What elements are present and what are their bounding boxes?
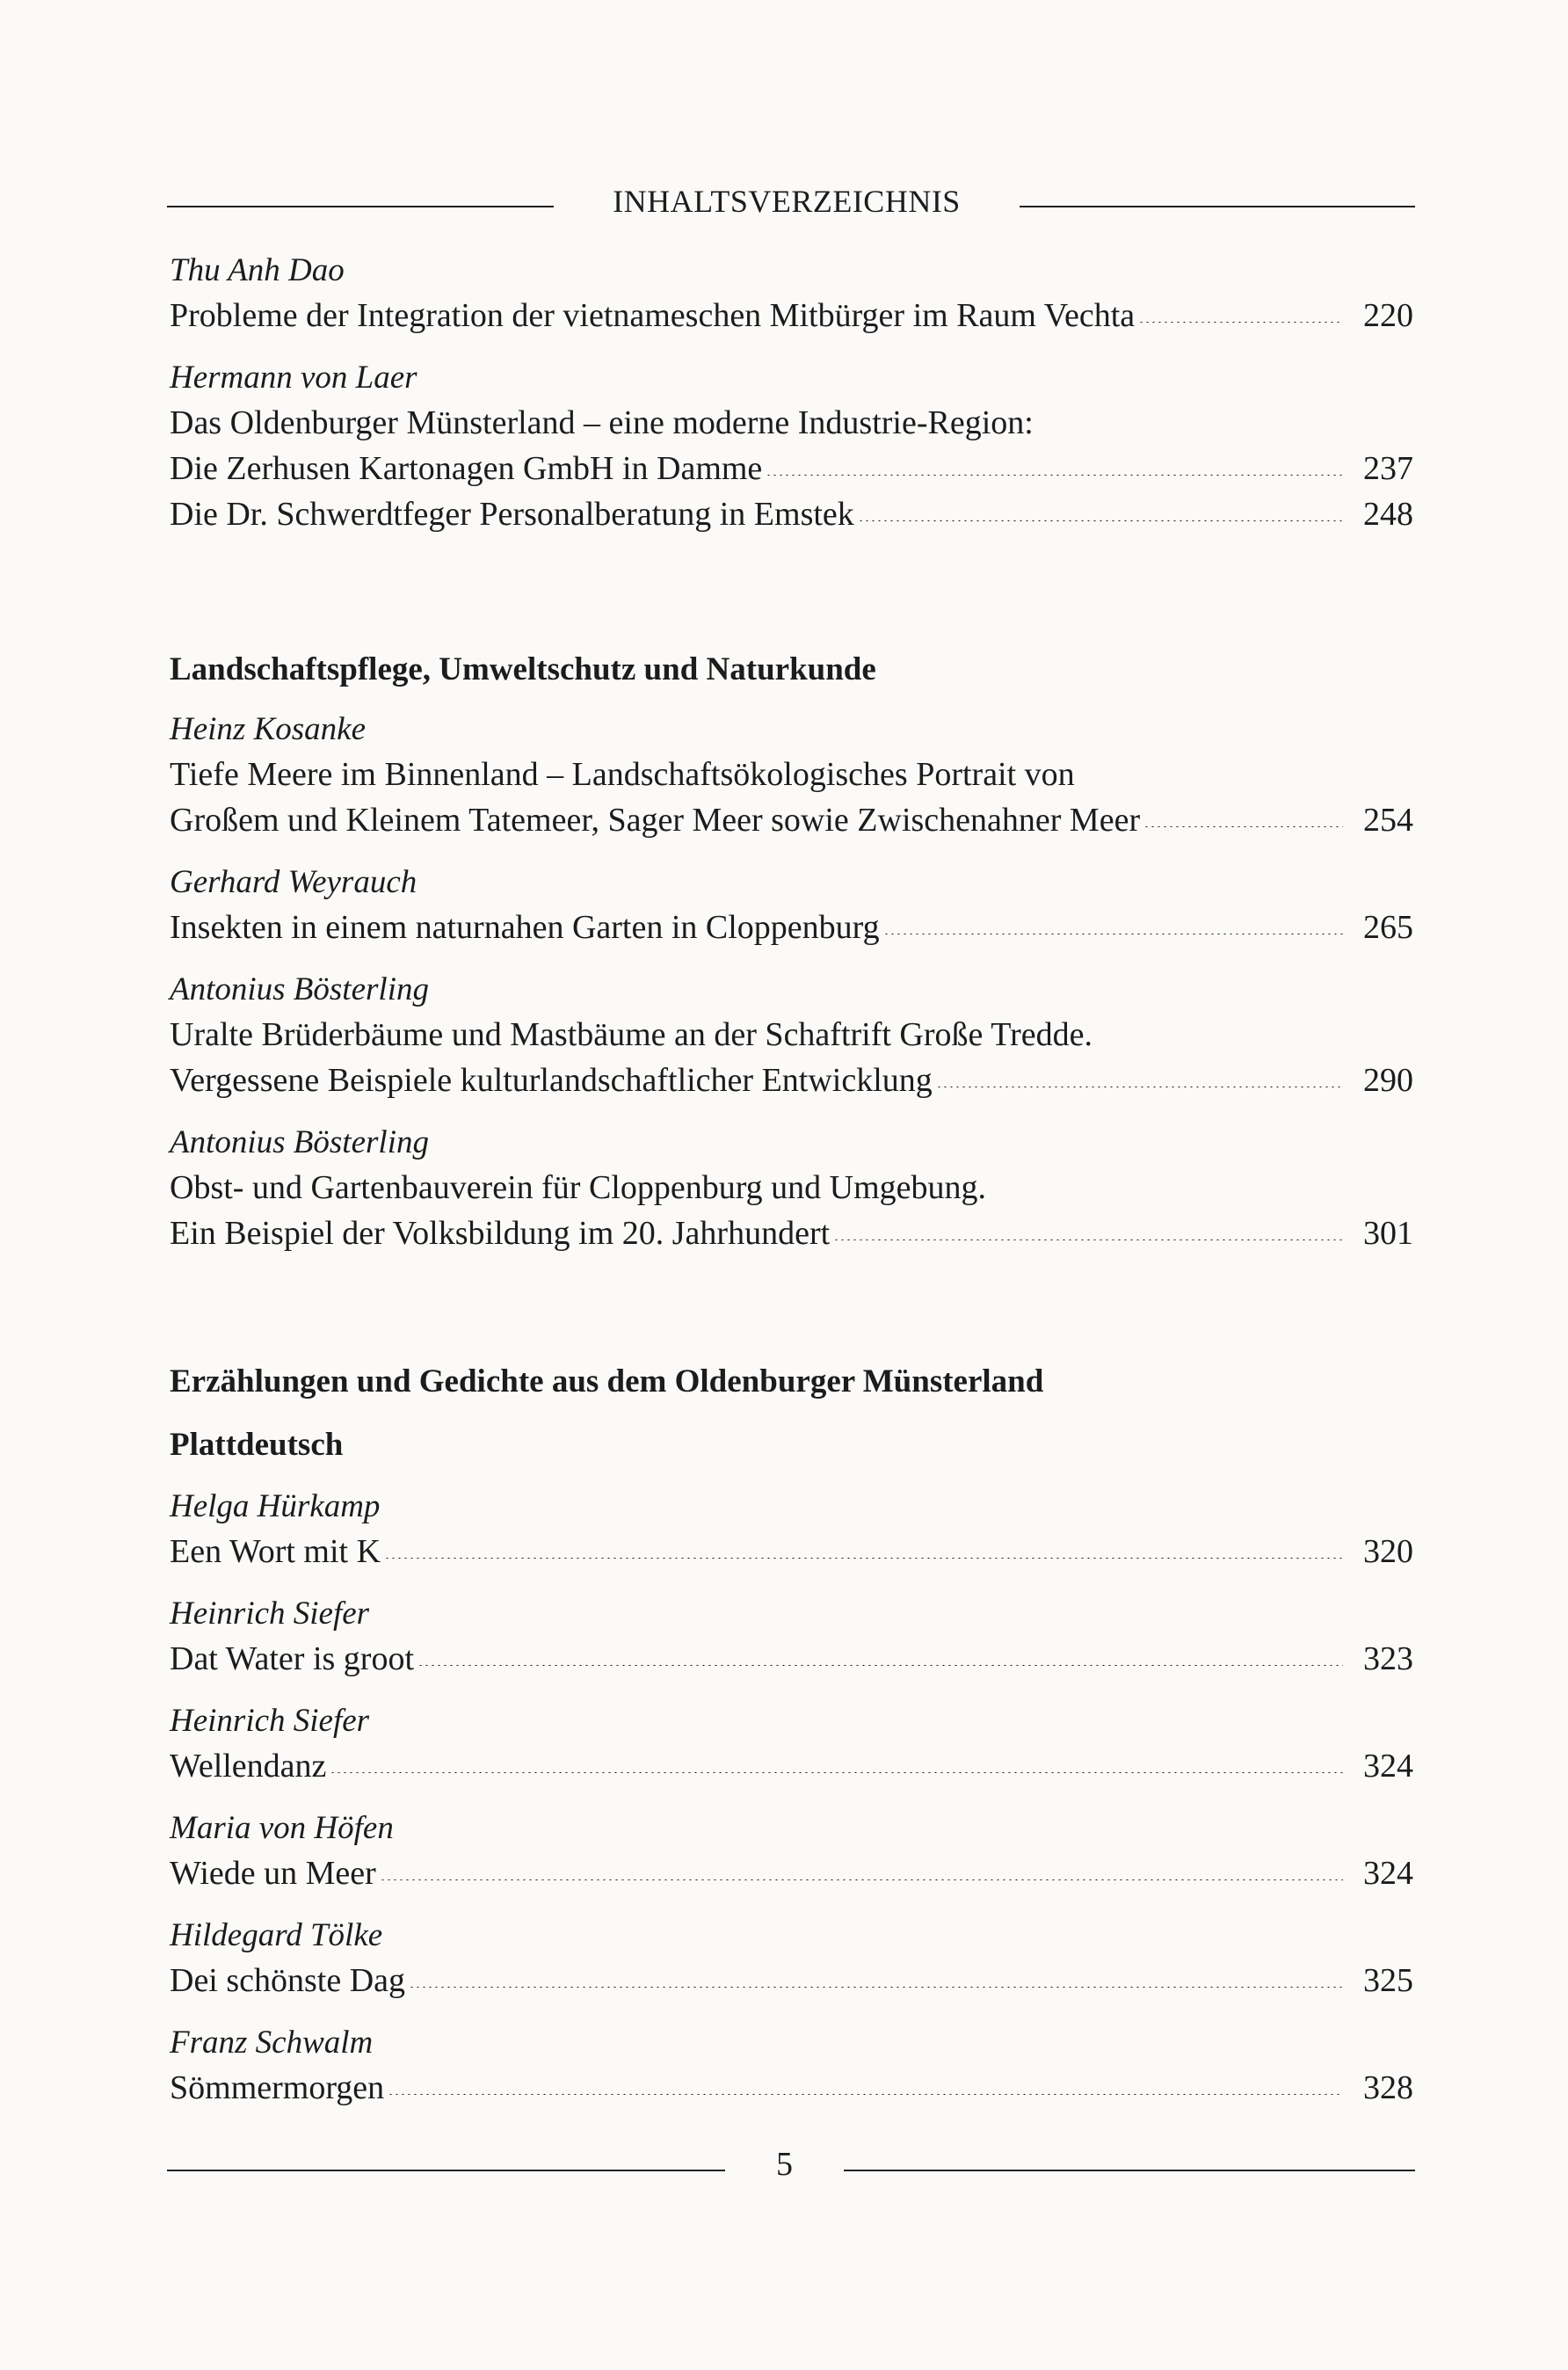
entry-author: Heinrich Siefer (170, 1703, 370, 1739)
header-rule-left (167, 206, 554, 207)
entry-title: Die Zerhusen Kartonagen GmbH in Damme (170, 450, 763, 487)
entry-title: Wiede un Meer (170, 1855, 376, 1892)
entry-author: Antonius Bösterling (170, 971, 429, 1007)
entry-page-number: 248 (1363, 496, 1413, 533)
entry-author: Antonius Bösterling (170, 1124, 429, 1160)
entry-title-line (170, 491, 1413, 537)
entry-author: Helga Hürkamp (170, 1488, 381, 1524)
entry-author: Hermann von Laer (170, 360, 417, 396)
entry-page-number: 254 (1363, 802, 1413, 839)
entry-title: Obst- und Gartenbauverein für Cloppenburg und Umgebung. (170, 1169, 987, 1206)
entry-title-line (170, 1636, 1413, 1682)
header-rule-right (1020, 206, 1415, 207)
toc-entry (170, 1592, 1413, 1682)
entry-title: Ein Beispiel der Volksbildung im 20. Jahrhundert (170, 1215, 831, 1252)
leader-dots (388, 2093, 1343, 2095)
entry-author: Heinrich Siefer (170, 1596, 370, 1632)
page-number: 5 (776, 2146, 793, 2183)
toc-entry (170, 708, 1413, 843)
entry-title: Großem und Kleinem Tatemeer, Sager Meer sowie Zwischenahner Meer (170, 802, 1141, 839)
entry-page-number: 301 (1363, 1215, 1413, 1252)
entry-page-number: 237 (1363, 450, 1413, 487)
entry-title: Insekten in einem naturnahen Garten in Cloppenburg (170, 909, 880, 946)
entry-title: Een Wort mit K (170, 1533, 381, 1570)
entry-title: Das Oldenburger Münsterland – eine moderne Industrie-Region: (170, 404, 1034, 441)
leader-dots (1143, 825, 1343, 827)
entry-page-number: 323 (1363, 1640, 1413, 1677)
page-footer (167, 2145, 1415, 2189)
leader-dots (384, 1557, 1343, 1559)
leader-dots (330, 1771, 1343, 1773)
entry-title-line (170, 446, 1413, 491)
entry-title: Wellendanz (170, 1748, 327, 1785)
entry-title: Tiefe Meere im Binnenland – Landschaftsökologisches Portrait von (170, 756, 1075, 793)
toc-entry (170, 1807, 1413, 1896)
toc-entry (170, 861, 1413, 950)
entry-title-line (170, 1850, 1413, 1896)
leader-dots (380, 1879, 1343, 1880)
leader-dots (417, 1664, 1343, 1666)
footer-rule-left (167, 2170, 725, 2171)
entry-title: Uralte Brüderbäume und Mastbäume an der Schaftrift Große Tredde. (170, 1016, 1093, 1053)
entry-title-line (170, 293, 1413, 338)
table-of-contents (170, 249, 1413, 2128)
entry-page-number: 290 (1363, 1062, 1413, 1099)
leader-dots (858, 520, 1343, 521)
toc-entry (170, 356, 1413, 537)
toc-entry (170, 1121, 1413, 1256)
toc-entry (170, 1914, 1413, 2003)
footer-rule-right (844, 2170, 1415, 2171)
leader-dots (409, 1986, 1343, 1988)
entry-title: Dei schönste Dag (170, 1962, 406, 1999)
entry-title-line (170, 1529, 1413, 1574)
section-heading: Erzählungen und Gedichte aus dem Oldenburger Münsterland (170, 1363, 1044, 1399)
toc-entry (170, 1699, 1413, 1789)
entry-page-number: 324 (1363, 1748, 1413, 1785)
entry-author: Thu Anh Dao (170, 252, 345, 288)
entry-title-line (170, 1210, 1413, 1256)
entry-title: Dat Water is groot (170, 1640, 415, 1677)
entry-title-line (170, 2065, 1413, 2111)
leader-dots (936, 1086, 1343, 1087)
entry-author: Heinz Kosanke (170, 711, 366, 747)
toc-entry (170, 2021, 1413, 2111)
entry-title-line (170, 905, 1413, 950)
entry-title: Die Dr. Schwerdtfeger Personalberatung in Emstek (170, 496, 854, 533)
entry-page-number: 265 (1363, 909, 1413, 946)
entry-author: Franz Schwalm (170, 2025, 374, 2061)
leader-dots (1138, 321, 1343, 323)
entry-page-number: 320 (1363, 1533, 1413, 1570)
section-subheading: Plattdeutsch (170, 1427, 344, 1463)
entry-page-number: 325 (1363, 1962, 1413, 1999)
entry-title-line (170, 1058, 1413, 1103)
toc-entry (170, 968, 1413, 1103)
entry-title: Vergessene Beispiele kulturlandschaftlicher Entwicklung (170, 1062, 933, 1099)
entry-page-number: 328 (1363, 2069, 1413, 2106)
page-header (167, 183, 1415, 227)
entry-author: Gerhard Weyrauch (170, 864, 417, 900)
toc-entry (170, 1485, 1413, 1574)
section-heading: Landschaftspflege, Umweltschutz und Naturkunde (170, 651, 876, 687)
toc-entry (170, 249, 1413, 338)
entry-page-number: 220 (1363, 297, 1413, 334)
page-title: INHALTSVERZEICHNIS (613, 184, 961, 219)
entry-title: Sömmermorgen (170, 2069, 385, 2106)
entry-title: Probleme der Integration der vietnameschen Mitbürger im Raum Vechta (170, 297, 1136, 334)
entry-author: Hildegard Tölke (170, 1917, 383, 1953)
entry-page-number: 324 (1363, 1855, 1413, 1892)
entry-title-line (170, 797, 1413, 843)
leader-dots (833, 1239, 1343, 1240)
entry-title-line (170, 1958, 1413, 2003)
entry-title-line (170, 1743, 1413, 1789)
entry-author: Maria von Höfen (170, 1810, 394, 1846)
leader-dots (766, 474, 1343, 476)
leader-dots (883, 933, 1343, 934)
